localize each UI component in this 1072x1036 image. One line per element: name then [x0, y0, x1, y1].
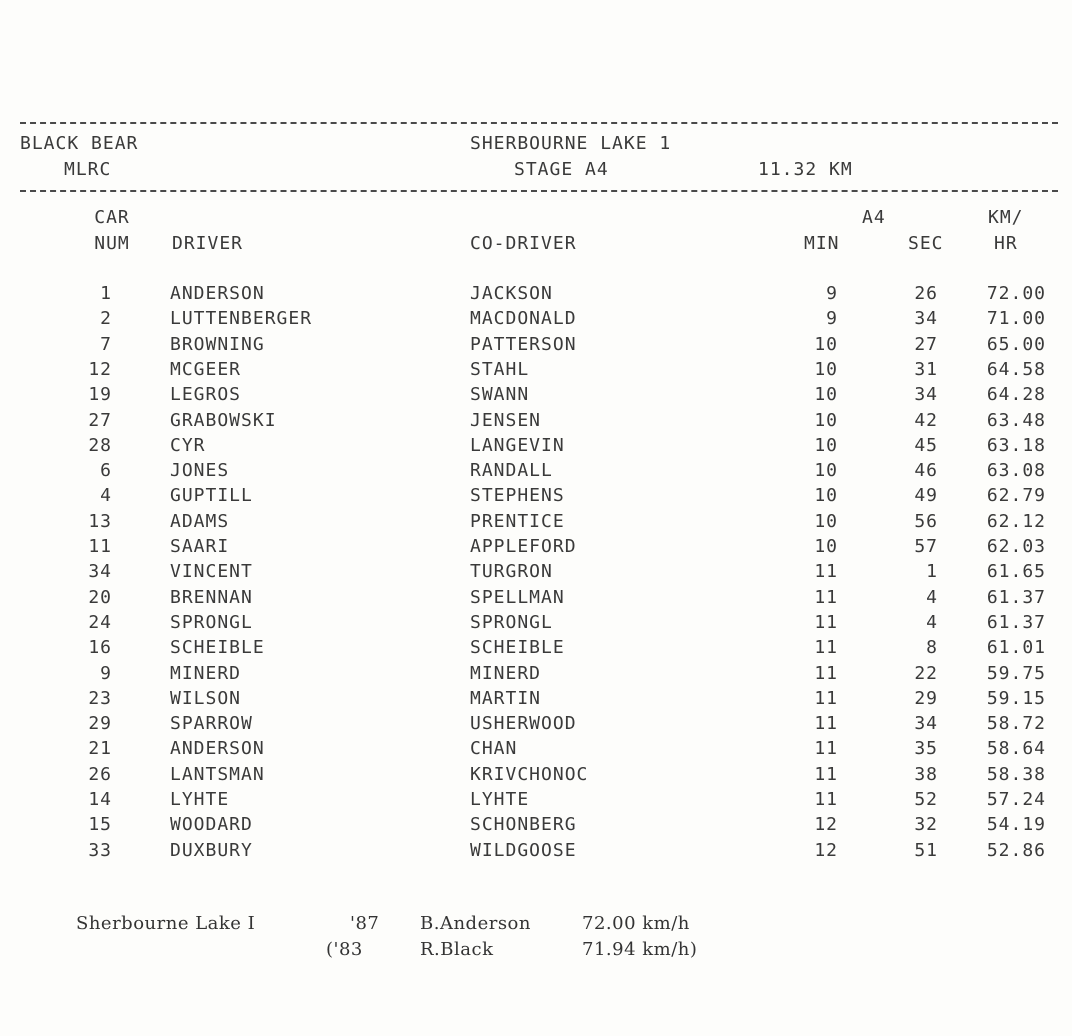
codriver-name: SCHONBERG — [470, 814, 577, 836]
driver-name: CYR — [170, 434, 206, 456]
stage-min: 11 — [814, 713, 838, 735]
car-number: 15 — [88, 814, 112, 836]
table-row — [0, 562, 1072, 587]
car-number: 34 — [88, 561, 112, 583]
top-divider — [20, 122, 1058, 124]
stage-min: 11 — [814, 586, 838, 608]
codriver-name: WILDGOOSE — [470, 839, 577, 861]
table-row — [0, 385, 1072, 410]
car-number: 2 — [100, 308, 112, 330]
stage-min: 11 — [814, 738, 838, 760]
stage-sec: 8 — [926, 637, 938, 659]
codriver-name: JACKSON — [470, 283, 553, 304]
codriver-name: PATTERSON — [470, 333, 577, 355]
header-divider — [20, 190, 1058, 192]
col-stage-group: A4 — [862, 207, 886, 228]
avg-speed: 57.24 — [986, 789, 1046, 810]
table-row — [0, 714, 1072, 739]
stage-sec: 51 — [914, 839, 938, 861]
codriver-name: SCHEIBLE — [470, 637, 565, 659]
car-number: 26 — [88, 763, 112, 785]
avg-speed: 62.79 — [986, 485, 1046, 507]
prev-record-year: ('83 — [326, 939, 363, 960]
col-driver: DRIVER — [172, 233, 244, 254]
avg-speed: 71.00 — [986, 308, 1046, 330]
avg-speed: 59.15 — [986, 687, 1046, 709]
stage-min: 10 — [814, 536, 838, 557]
table-row — [0, 815, 1072, 840]
stage-sec: 34 — [914, 713, 938, 735]
stage-min: 11 — [814, 611, 838, 633]
stage-min: 9 — [826, 283, 838, 304]
codriver-name: SPRONGL — [470, 611, 553, 633]
driver-name: SPARROW — [170, 713, 253, 735]
club-name: BLACK BEAR — [20, 133, 139, 154]
stage-sec: 49 — [914, 485, 938, 507]
car-number: 4 — [100, 485, 112, 507]
stage-sec: 31 — [914, 358, 938, 380]
stage-sec: 1 — [926, 561, 938, 583]
table-row — [0, 436, 1072, 461]
driver-name: ANDERSON — [170, 283, 265, 304]
stage-sec: 35 — [914, 738, 938, 760]
col-sec: SEC — [908, 233, 944, 254]
driver-name: LUTTENBERGER — [170, 308, 313, 330]
codriver-name: LYHTE — [470, 789, 530, 810]
codriver-name: STEPHENS — [470, 485, 565, 507]
stage-min: 10 — [814, 460, 838, 482]
avg-speed: 61.37 — [986, 611, 1046, 633]
car-number: 6 — [100, 460, 112, 482]
avg-speed: 63.18 — [986, 434, 1046, 456]
avg-speed: 64.28 — [986, 384, 1046, 406]
codriver-name: MINERD — [470, 662, 542, 684]
col-codriver: CO-DRIVER — [470, 233, 577, 254]
stage-min: 10 — [814, 434, 838, 456]
car-number: 9 — [100, 662, 112, 684]
stage-min: 12 — [814, 814, 838, 836]
stage-name: STAGE A4 — [514, 159, 609, 180]
stage-sec: 27 — [914, 333, 938, 355]
stage-min: 11 — [814, 687, 838, 709]
stage-sec: 29 — [914, 687, 938, 709]
driver-name: DUXBURY — [170, 839, 253, 861]
table-row — [0, 638, 1072, 663]
car-number: 27 — [88, 409, 112, 431]
table-row — [0, 411, 1072, 436]
car-number: 16 — [88, 637, 112, 659]
driver-name: SCHEIBLE — [170, 637, 265, 659]
col-speed-top: KM/ — [988, 207, 1024, 228]
table-row — [0, 588, 1072, 613]
avg-speed: 65.00 — [986, 333, 1046, 355]
car-number: 24 — [88, 611, 112, 633]
stage-sec: 22 — [914, 662, 938, 684]
avg-speed: 61.01 — [986, 637, 1046, 659]
stage-sec: 56 — [914, 510, 938, 532]
table-row — [0, 765, 1072, 790]
codriver-name: USHERWOOD — [470, 713, 577, 735]
stage-sec: 46 — [914, 460, 938, 482]
car-number: 14 — [88, 789, 112, 810]
stage-min: 12 — [814, 839, 838, 861]
avg-speed: 62.03 — [986, 536, 1046, 557]
avg-speed: 64.58 — [986, 358, 1046, 380]
stage-min: 11 — [814, 763, 838, 785]
table-row — [0, 360, 1072, 385]
stage-distance: 11.32 KM — [758, 159, 853, 180]
col-speed-bottom: HR — [994, 233, 1018, 254]
driver-name: WILSON — [170, 687, 242, 709]
table-row — [0, 512, 1072, 537]
codriver-name: CHAN — [470, 738, 518, 760]
codriver-name: MARTIN — [470, 687, 542, 709]
prev-record-speed: 71.94 km/h) — [582, 939, 698, 960]
car-number: 7 — [100, 333, 112, 355]
stage-min: 10 — [814, 333, 838, 355]
table-row — [0, 613, 1072, 638]
codriver-name: TURGRON — [470, 561, 553, 583]
driver-name: BROWNING — [170, 333, 265, 355]
driver-name: JONES — [170, 460, 230, 482]
driver-name: LYHTE — [170, 789, 230, 810]
club-abbrev: MLRC — [64, 159, 112, 180]
codriver-name: PRENTICE — [470, 510, 565, 532]
stage-min: 10 — [814, 384, 838, 406]
record-driver: B.Anderson — [420, 913, 531, 934]
avg-speed: 62.12 — [986, 510, 1046, 532]
driver-name: MINERD — [170, 662, 242, 684]
stage-sec: 34 — [914, 308, 938, 330]
event-title: SHERBOURNE LAKE 1 — [470, 133, 672, 154]
avg-speed: 52.86 — [986, 839, 1046, 861]
stage-sec: 34 — [914, 384, 938, 406]
car-number: 20 — [88, 586, 112, 608]
table-row — [0, 461, 1072, 486]
driver-name: MCGEER — [170, 358, 242, 380]
record-speed: 72.00 km/h — [582, 913, 690, 934]
codriver-name: SPELLMAN — [470, 586, 565, 608]
car-number: 21 — [88, 738, 112, 760]
stage-sec: 38 — [914, 763, 938, 785]
stage-min: 10 — [814, 485, 838, 507]
prev-record-driver: R.Black — [420, 939, 494, 960]
codriver-name: STAHL — [470, 358, 530, 380]
stage-sec: 32 — [914, 814, 938, 836]
stage-min: 11 — [814, 561, 838, 583]
col-car-bottom: NUM — [94, 233, 130, 254]
table-row — [0, 664, 1072, 689]
car-number: 12 — [88, 358, 112, 380]
table-row — [0, 790, 1072, 815]
car-number: 13 — [88, 510, 112, 532]
record-stage: Sherbourne Lake I — [76, 913, 256, 934]
codriver-name: KRIVCHONOC — [470, 763, 589, 785]
avg-speed: 59.75 — [986, 662, 1046, 684]
table-row — [0, 335, 1072, 360]
avg-speed: 58.72 — [986, 713, 1046, 735]
table-row — [0, 739, 1072, 764]
table-row — [0, 284, 1072, 309]
table-row — [0, 841, 1072, 866]
stage-min: 10 — [814, 510, 838, 532]
stage-min: 10 — [814, 409, 838, 431]
car-number: 23 — [88, 687, 112, 709]
stage-min: 11 — [814, 789, 838, 810]
car-number: 29 — [88, 713, 112, 735]
car-number: 28 — [88, 434, 112, 456]
codriver-name: LANGEVIN — [470, 434, 565, 456]
table-row — [0, 309, 1072, 334]
driver-name: LANTSMAN — [170, 763, 265, 785]
avg-speed: 72.00 — [986, 283, 1046, 304]
car-number: 33 — [88, 839, 112, 861]
avg-speed: 58.64 — [986, 738, 1046, 760]
driver-name: GRABOWSKI — [170, 409, 277, 431]
driver-name: ANDERSON — [170, 738, 265, 760]
stage-sec: 52 — [914, 789, 938, 810]
driver-name: ADAMS — [170, 510, 230, 532]
stage-sec: 26 — [914, 283, 938, 304]
table-row — [0, 689, 1072, 714]
avg-speed: 61.65 — [986, 561, 1046, 583]
driver-name: LEGROS — [170, 384, 242, 406]
stage-sec: 57 — [914, 536, 938, 557]
table-row — [0, 486, 1072, 511]
codriver-name: APPLEFORD — [470, 536, 577, 557]
stage-sec: 4 — [926, 586, 938, 608]
driver-name: BRENNAN — [170, 586, 253, 608]
codriver-name: SWANN — [470, 384, 530, 406]
avg-speed: 58.38 — [986, 763, 1046, 785]
col-min: MIN — [804, 233, 840, 254]
driver-name: GUPTILL — [170, 485, 253, 507]
car-number: 11 — [88, 536, 112, 557]
stage-min: 11 — [814, 637, 838, 659]
stage-sec: 42 — [914, 409, 938, 431]
stage-min: 9 — [826, 308, 838, 330]
avg-speed: 61.37 — [986, 586, 1046, 608]
driver-name: VINCENT — [170, 561, 253, 583]
avg-speed: 63.48 — [986, 409, 1046, 431]
col-car-top: CAR — [94, 207, 130, 228]
car-number: 1 — [100, 283, 112, 304]
avg-speed: 54.19 — [986, 814, 1046, 836]
stage-sec: 45 — [914, 434, 938, 456]
stage-sec: 4 — [926, 611, 938, 633]
driver-name: WOODARD — [170, 814, 253, 836]
codriver-name: JENSEN — [470, 409, 542, 431]
avg-speed: 63.08 — [986, 460, 1046, 482]
driver-name: SAARI — [170, 536, 230, 557]
car-number: 19 — [88, 384, 112, 406]
table-row — [0, 537, 1072, 562]
codriver-name: RANDALL — [470, 460, 553, 482]
driver-name: SPRONGL — [170, 611, 253, 633]
stage-min: 10 — [814, 358, 838, 380]
stage-min: 11 — [814, 662, 838, 684]
record-year: '87 — [350, 913, 380, 934]
codriver-name: MACDONALD — [470, 308, 577, 330]
